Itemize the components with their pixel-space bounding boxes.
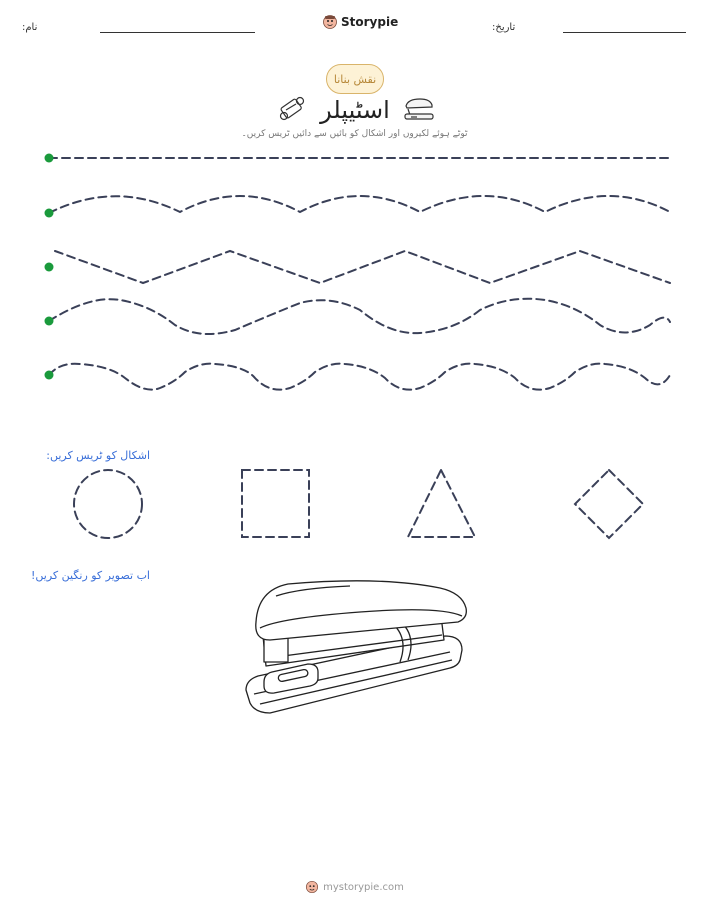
- date-label: تاریخ:: [492, 22, 516, 33]
- tracing-lines: [0, 0, 709, 420]
- footer: [0, 880, 709, 894]
- start-dot-5: [45, 371, 54, 380]
- brand-name: Storypie: [341, 15, 399, 29]
- footer-url[interactable]: mystorypie.com: [323, 881, 404, 893]
- tracing-shapes: [0, 460, 709, 550]
- trace-line-zigzag[interactable]: [55, 251, 670, 283]
- shapes-section-label: اشکال کو ٹریس کریں:: [46, 449, 150, 462]
- start-dot-2: [45, 209, 54, 218]
- start-dot-3: [45, 263, 54, 272]
- storypie-footer-icon: [305, 880, 319, 894]
- trace-line-wave[interactable]: [49, 299, 670, 334]
- stapler-illustration: [240, 578, 470, 720]
- trace-diamond[interactable]: [575, 470, 643, 538]
- trace-triangle[interactable]: [408, 470, 475, 537]
- instructions: ٹوٹے ہوئے لکیروں اور اشکال کو بائیں سے دائیں ٹریس کریں۔: [241, 129, 468, 139]
- color-section-label: اب تصویر کو رنگین کریں!: [30, 569, 150, 582]
- page-title: اسٹیپلر: [320, 96, 390, 124]
- start-dot-1: [45, 154, 54, 163]
- category-badge: نقش بنانا: [326, 64, 384, 94]
- trace-square[interactable]: [242, 470, 309, 537]
- name-label: نام:: [22, 22, 38, 33]
- trace-line-bump-wave[interactable]: [49, 364, 670, 390]
- start-dot-4: [45, 317, 54, 326]
- trace-circle[interactable]: [74, 470, 142, 538]
- trace-line-curve[interactable]: [49, 196, 670, 213]
